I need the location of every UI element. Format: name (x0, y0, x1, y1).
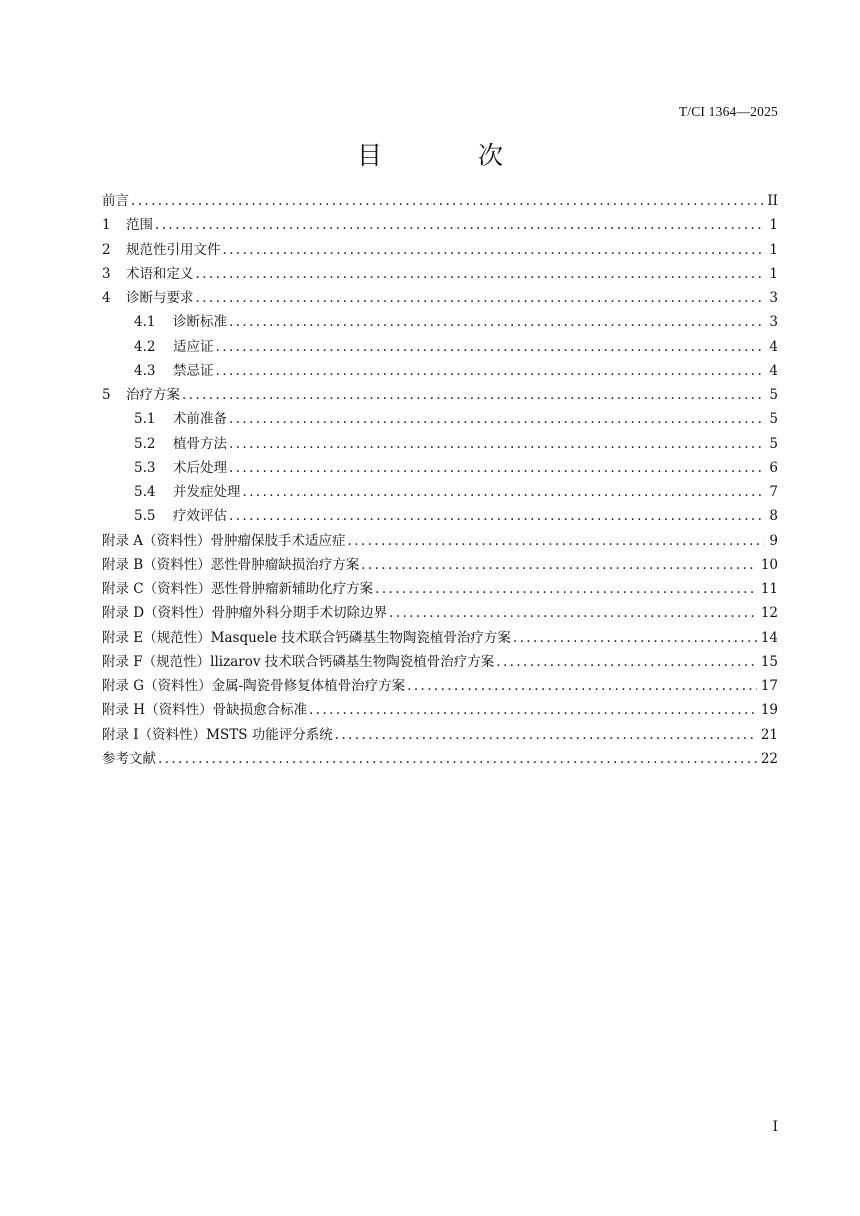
toc-dot-leader (216, 363, 765, 379)
toc-dot-leader (309, 702, 757, 718)
toc-dot-leader (389, 605, 757, 621)
toc-entry[interactable] (102, 504, 778, 528)
toc-entry-label: 禁忌证 (173, 362, 214, 379)
toc-entry-page: 12 (760, 605, 778, 622)
toc-entry-number: 4 (102, 290, 111, 306)
toc-entry[interactable] (102, 626, 778, 650)
toc-entry-number: 5 (102, 387, 111, 403)
toc-entry[interactable] (102, 238, 778, 262)
toc-dot-leader (229, 508, 764, 524)
toc-entry[interactable] (102, 650, 778, 674)
toc-dot-leader (229, 460, 764, 476)
toc-entry-label: 附录 B（资料性）恶性骨肿瘤缺损治疗方案 (102, 556, 360, 573)
toc-dot-leader (243, 484, 765, 500)
toc-entry-page: 14 (760, 629, 778, 646)
toc-entry-label: 附录 E（规范性）Masquele 技术联合钙磷基生物陶瓷植骨治疗方案 (102, 629, 511, 646)
toc-dot-leader (513, 630, 757, 646)
toc-entry-page: 17 (760, 678, 778, 694)
toc-entry-page: II (767, 193, 778, 209)
toc-entry-number: 3 (102, 265, 111, 282)
toc-entry[interactable] (102, 529, 778, 553)
table-of-contents (102, 189, 778, 771)
toc-entry[interactable] (102, 601, 778, 625)
toc-entry[interactable] (102, 432, 778, 456)
toc-entry-page: 3 (769, 314, 778, 331)
toc-entry-page: 6 (769, 459, 778, 476)
toc-entry-number: 5.1 (134, 411, 156, 428)
toc-dot-leader (361, 557, 757, 573)
toc-entry[interactable] (102, 553, 778, 577)
toc-entry-label: 术后处理 (173, 459, 227, 476)
toc-entry-label: 术语和定义 (126, 265, 194, 282)
toc-entry-label: 术前准备 (173, 411, 227, 428)
toc-entry-label: 诊断标准 (173, 314, 227, 331)
toc-entry-page: 11 (760, 581, 778, 597)
toc-entry-label: 参考文献 (102, 750, 156, 767)
toc-entry-page: 10 (760, 556, 778, 573)
toc-entry[interactable] (102, 723, 778, 747)
toc-entry-page: 4 (769, 362, 778, 379)
toc-entry-page: 8 (769, 508, 778, 525)
toc-entry-label: 前言 (102, 193, 129, 209)
toc-entry-page: 7 (769, 484, 778, 500)
toc-dot-leader (496, 654, 757, 670)
toc-entry-page: 1 (769, 217, 778, 234)
toc-dot-leader (229, 411, 764, 427)
toc-entry[interactable] (102, 698, 778, 722)
toc-dot-leader (348, 533, 764, 549)
toc-dot-leader (158, 751, 757, 767)
toc-entry-page: 1 (769, 265, 778, 282)
toc-entry-label: 诊断与要求 (126, 290, 194, 306)
toc-entry-page: 4 (769, 338, 778, 355)
toc-entry-page: 5 (769, 387, 778, 403)
toc-entry[interactable] (102, 286, 778, 310)
toc-entry[interactable] (102, 383, 778, 407)
toc-entry-page: 21 (760, 726, 778, 743)
toc-entry[interactable] (102, 577, 778, 601)
toc-entry-number: 4.1 (134, 314, 156, 331)
toc-entry-number: 5.5 (134, 508, 156, 525)
toc-entry[interactable] (102, 456, 778, 480)
toc-dot-leader (229, 436, 764, 452)
toc-entry-number: 5.2 (134, 435, 156, 452)
toc-entry-number: 4.3 (134, 362, 156, 379)
toc-entry-label: 附录 I（资料性）MSTS 功能评分系统 (102, 726, 333, 743)
toc-dot-leader (155, 217, 764, 233)
toc-entry-page: 3 (769, 290, 778, 306)
toc-entry-page: 19 (760, 702, 778, 719)
document-code: T/CI 1364—2025 (678, 104, 778, 119)
toc-entry[interactable] (102, 335, 778, 359)
toc-entry-label: 适应证 (173, 338, 214, 355)
toc-entry-label: 治疗方案 (126, 387, 180, 403)
toc-entry-page: 9 (769, 532, 778, 549)
toc-entry[interactable] (102, 674, 778, 698)
page-title: 目 次 (357, 141, 547, 170)
toc-entry[interactable] (102, 747, 778, 771)
toc-dot-leader (375, 581, 757, 597)
toc-entry-label: 附录 D（资料性）骨肿瘤外科分期手术切除边界 (102, 605, 388, 622)
toc-entry-label: 附录 A（资料性）骨肿瘤保肢手术适应症 (102, 532, 346, 549)
toc-entry-label: 附录 H（资料性）骨缺损愈合标准 (102, 702, 308, 719)
toc-entry-number: 2 (102, 241, 111, 258)
toc-dot-leader (182, 387, 764, 403)
toc-entry-label: 植骨方法 (173, 435, 227, 452)
toc-dot-leader (223, 242, 765, 258)
toc-dot-leader (196, 290, 765, 306)
toc-entry[interactable] (102, 262, 778, 286)
toc-dot-leader (131, 193, 763, 209)
toc-entry-number: 1 (102, 217, 111, 234)
toc-entry-page: 5 (769, 411, 778, 428)
toc-entry-label: 规范性引用文件 (126, 241, 221, 258)
toc-entry[interactable] (102, 189, 778, 213)
toc-dot-leader (335, 727, 757, 743)
toc-entry-page: 1 (769, 241, 778, 258)
toc-dot-leader (229, 314, 764, 330)
toc-entry[interactable] (102, 407, 778, 431)
toc-entry[interactable] (102, 480, 778, 504)
toc-entry-label: 范围 (126, 217, 153, 234)
toc-entry-page: 22 (760, 750, 778, 767)
page-number: I (772, 1119, 778, 1135)
toc-entry-page: 5 (769, 435, 778, 452)
toc-entry-number: 5.3 (134, 459, 156, 476)
toc-entry-page: 15 (760, 653, 778, 670)
toc-entry-label: 疗效评估 (173, 508, 227, 525)
toc-entry-label: 附录 F（规范性）llizarov 技术联合钙磷基生物陶瓷植骨治疗方案 (102, 653, 495, 670)
toc-entry[interactable] (102, 310, 778, 334)
toc-entry-label: 附录 G（资料性）金属-陶瓷骨修复体植骨治疗方案 (102, 678, 406, 694)
toc-entry-label: 并发症处理 (173, 484, 241, 500)
toc-dot-leader (216, 339, 765, 355)
toc-entry-number: 4.2 (134, 338, 156, 355)
toc-dot-leader (407, 678, 757, 694)
toc-entry-number: 5.4 (134, 484, 156, 500)
toc-entry[interactable] (102, 359, 778, 383)
toc-dot-leader (196, 266, 765, 282)
toc-entry[interactable] (102, 213, 778, 237)
toc-entry-label: 附录 C（资料性）恶性骨肿瘤新辅助化疗方案 (102, 581, 374, 597)
